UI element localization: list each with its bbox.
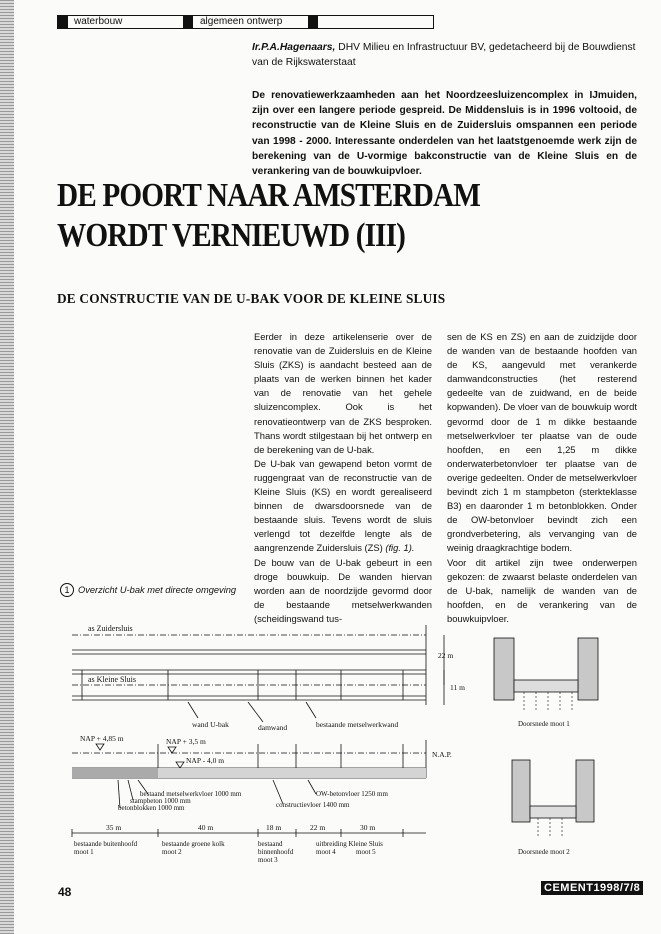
journal-label: CEMENT1998/7/8: [541, 881, 643, 895]
label-nap-40: NAP - 4,0 m: [186, 756, 225, 765]
author-line: [252, 40, 637, 70]
figure-caption-text: Overzicht U-bak met directe omgeving: [78, 585, 237, 595]
label-betonblokken: betonblokken 1000 mm: [118, 804, 185, 812]
segment-4-name: uitbreiding Kleine Sluis: [316, 840, 383, 848]
paragraph: sen de KS en ZS) en aan de zuidzijde door de wanden van de bestaande hoofden van de KS, aangevuld met verankerde damwandconstructies (het resterend gedeelte van de zuidwand, en de beide kopwanden). De vloer van de bouwkuip wordt gevormd door de 1 m dikke bestaande metselwerkvloer ter plaatse van de oude hoofden, en een 1,25 m dikke onderwaterbetonvloer ter plaatse van de overige gedeelten. Onder de metselwerkvloer bevindt zich 1 m stampbeton (sterkteklasse B3) en daaronder 1 m betonblokken. Onder de OW-betonvloer bevindt zich een grondverbetering, als vervanging van de weinig draagkrachtige bodem.: [447, 331, 637, 554]
header-block: [58, 16, 68, 28]
section-floor: [514, 680, 578, 692]
section-wall: [576, 760, 594, 822]
leader-line: [188, 702, 198, 718]
label-as-zuidersluis: as Zuidersluis: [88, 624, 133, 633]
paragraph: [254, 457, 432, 556]
masonry-floor-hatch: [72, 768, 158, 778]
dim-22: 22 m: [310, 823, 326, 832]
header-category: algemeen ontwerp: [200, 16, 283, 27]
concrete-floor-hatch: [158, 768, 426, 778]
segment-4-moot: moot 4: [316, 848, 336, 856]
label-width-11: 11 m: [450, 683, 465, 692]
label-nap-35: NAP + 3,5 m: [166, 737, 206, 746]
leader-line: [306, 702, 316, 718]
leader-line: [248, 702, 263, 722]
section-wall: [578, 638, 598, 700]
section-1-label: Doorsnede moot 1: [518, 720, 570, 728]
section-anchors: [524, 692, 572, 712]
leader-line: [308, 780, 316, 794]
dim-35: 35 m: [106, 823, 122, 832]
segment-1-moot: moot 1: [74, 848, 94, 856]
section-wall: [512, 760, 530, 822]
figure-drawing: [58, 610, 644, 870]
section-floor: [530, 806, 576, 818]
figure-number: 1: [60, 583, 74, 597]
label-as-kleine-sluis: as Kleine Sluis: [88, 675, 136, 684]
segment-1-name: bestaande buitenhoofd: [74, 840, 138, 848]
cross-section-2: [512, 760, 594, 856]
level-marker: [96, 744, 104, 750]
author-affiliation: DHV Milieu en Infrastructuur BV, gedetacheerd bij de Bouwdienst van de Rijkswaterstaat: [252, 42, 636, 68]
section-2-label: Doorsnede moot 2: [518, 848, 570, 856]
label-wand-ubak: wand U-bak: [192, 720, 229, 729]
article-title: DE POORT NAAR AMSTERDAM WORDT VERNIEUWD (III): [57, 177, 480, 254]
author-name: Ir.P.A.Hagenaars,: [252, 42, 336, 53]
section-wall: [494, 638, 514, 700]
label-width-22: 22 m: [438, 651, 454, 660]
header-block: [308, 16, 318, 28]
page-edge: [0, 0, 14, 934]
header-bar: [57, 15, 434, 29]
paragraph: De bouw van de U-bak gebeurt in een droge bouwkuip. De wanden hiervan worden aan de noordzijde gevormd door de bestaande metselwerkwanden (scheidingswand tus-: [254, 556, 432, 624]
segment-3-name: bestaand: [258, 840, 283, 848]
page-number: 48: [58, 885, 72, 899]
header-section: waterbouw: [74, 16, 123, 27]
plan-view: [72, 625, 444, 722]
label-nap-485: NAP + 4,85 m: [80, 734, 124, 743]
dim-30: 30 m: [360, 823, 376, 832]
label-nap: N.A.P.: [432, 750, 452, 759]
label-metselwerkvloer: bestaand metselwerkvloer 1000 mm: [140, 790, 242, 798]
paragraph-text: De U-bak van gewapend beton vormt de ruggengraat van de reconstructie van de Kleine Sluis (KS) en wordt gerealiseerd binnen de dwarsdoorsnede van de bestaande sluis. Tevens wordt de sluis verlengd tot dezelfde lengte als de aangrenzende Zuidersluis (ZS): [254, 457, 432, 554]
segment-2-moot: moot 2: [162, 848, 182, 856]
section-anchors: [538, 818, 562, 836]
segment-2-name: bestaande groene kolk: [162, 840, 225, 848]
segment-3-moot: moot 3: [258, 856, 278, 864]
label-damwand: damwand: [258, 723, 288, 732]
paragraph: Voor dit artikel zijn twee onderwerpen gekozen: de zwaarst belaste onderdelen van de U-bak, namelijk de wanden van de hoofden, en de verankering van de bouwkuipvloer.: [447, 556, 637, 624]
segment-3-sub: binnenhoofd: [258, 848, 294, 856]
figure-caption: [60, 583, 236, 597]
cross-section-1: [494, 638, 598, 728]
figure-reference: (fig. 1).: [385, 542, 415, 554]
body-column-2: [447, 330, 637, 626]
segment-5-moot: moot 5: [356, 848, 376, 856]
level-marker: [168, 747, 176, 753]
body-column-1: [254, 330, 432, 626]
paragraph: Eerder in deze artikelenserie over de renovatie van de Zuidersluis en de Kleine Sluis (ZKS) is aandacht besteed aan de plaats van de werken binnen het kader van de renovatie van het gehele sluizencomplex. Ook is het renovatieontwerp van de ZKS besproken. Thans wordt stilgestaan bij het ontwerp en de berekening van de U-bak.: [254, 331, 432, 455]
label-metselwerkwand: bestaande metselwerkwand: [316, 720, 399, 729]
label-stampbeton: stampbeton 1000 mm: [130, 797, 191, 805]
dim-40: 40 m: [198, 823, 214, 832]
label-ow-betonvloer: OW-betonvloer 1250 mm: [316, 790, 388, 798]
header-block: [183, 16, 193, 28]
article-subtitle: DE CONSTRUCTIE VAN DE U-BAK VOOR DE KLEINE SLUIS: [57, 291, 446, 306]
level-marker: [176, 762, 184, 768]
intro-paragraph: De renovatiewerkzaamheden aan het Noordzeesluizencomplex in IJmuiden, zijn over een langere periode gespreid. De Middensluis is in 1996 voltooid, de reconstructie van de Kleine Sluis en de Zuidersluis omspannen een periode van 1998 - 2000. Interessante onderdelen van het laatstgenoemde werk zijn de berekening van de U-vormige bakconstructie van de Kleine Sluis en de verankering van de bouwkuipvloer.: [252, 90, 637, 178]
label-constructievloer: constructievloer 1400 mm: [276, 801, 350, 809]
dim-18: 18 m: [266, 823, 282, 832]
